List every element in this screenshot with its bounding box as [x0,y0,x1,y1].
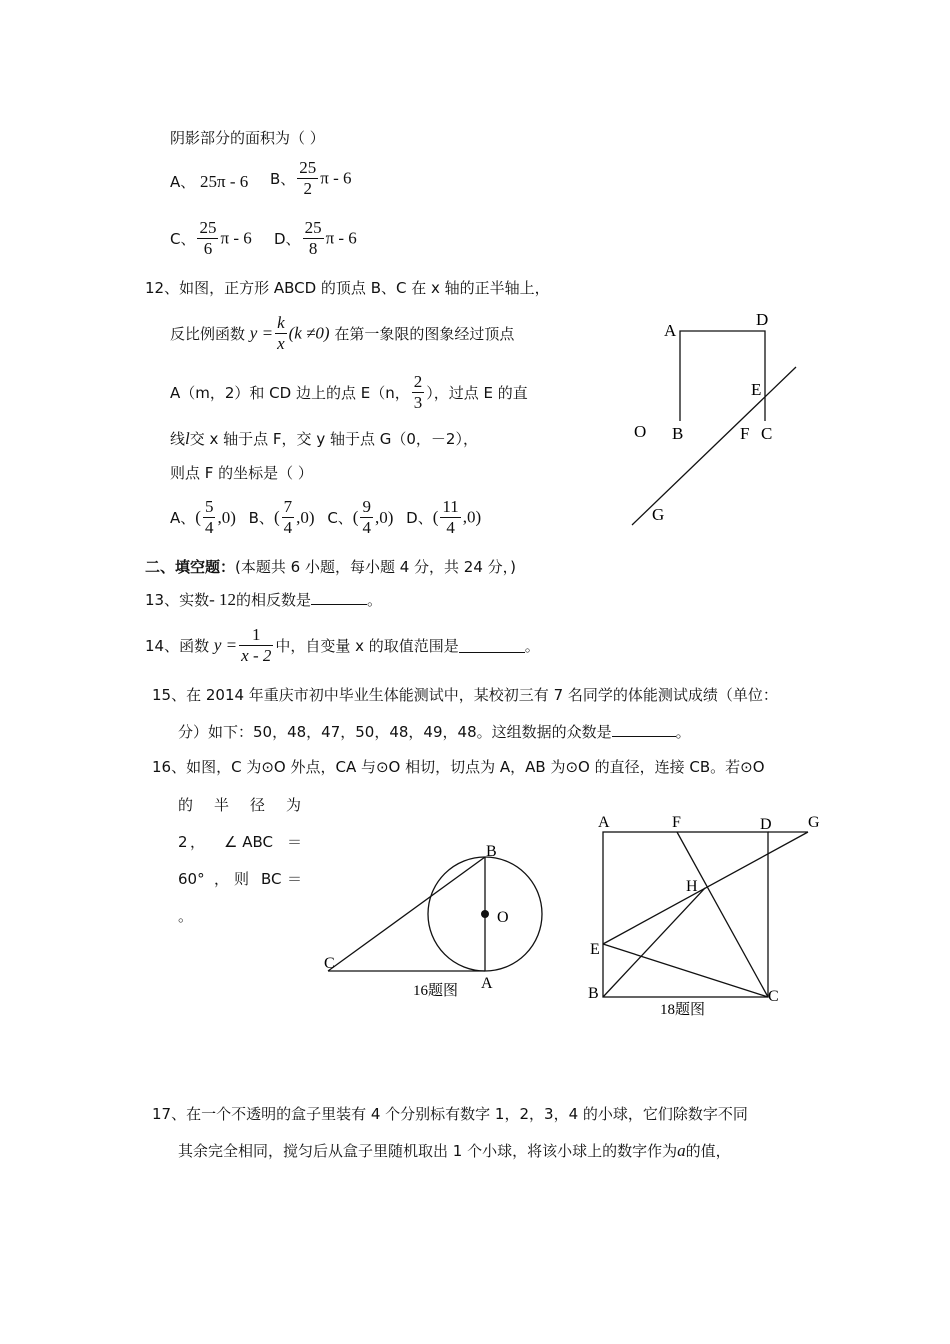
section2-title: 二、填空题： [145,558,236,576]
q14-numerator: 1 [239,625,273,646]
q16-w12: BC [261,870,282,888]
q14-post: 中，自变量 x 的取值范围是 [275,637,459,655]
q16-caption: 16题图 [413,983,459,999]
q12-option-b-paren-close: ,0) [296,507,315,527]
q12-line5: 则点 F 的坐标是（ ） [170,464,313,482]
q11-option-d-denominator: 8 [308,239,318,258]
q12-label-o: O [634,422,647,441]
q12-option-d-label: D、 [406,509,433,527]
q15-line2 [178,722,691,742]
q12-option-c-fraction [360,497,373,538]
q16-w1: 的 [178,796,194,814]
q11-option-c-fraction [197,218,218,259]
q16-label-a: A [481,975,493,992]
q18-label-h: H [686,878,698,895]
q12-func-denominator: x [277,334,285,353]
q11-option-c [170,218,252,259]
q12-line3-pre: A（m，2）和 CD 边上的点 E（n， [170,384,410,402]
q16-label-b: B [486,843,497,860]
q18-label-f: F [672,814,681,831]
q12-option-a-paren-close: ,0) [217,507,236,527]
q11-option-a-label: A、 [170,173,196,191]
q18-figure [580,810,830,1025]
q11-option-b-denominator: 2 [303,179,313,198]
q18-label-b: B [588,985,599,1002]
q12-line2-pre: 反比例函数 [170,325,246,343]
q11-option-d-label: D、 [274,230,301,248]
q14-answer-blank[interactable] [459,638,525,653]
q12-label-b: B [672,424,684,443]
q12-line4-post: 交 x 轴于点 F，交 y 轴于点 G（0，－2）， [189,430,478,448]
q12-option-a-numerator: 5 [204,497,214,516]
section2-note: (本题共 6 小题，每小题 4 分，共 24 分，) [235,558,517,576]
q17-line2-pre: 其余完全相同，搅匀后从盒子里随机取出 1 个小球，将该小球上的数字作为 [178,1142,678,1160]
q12-options [170,497,481,538]
q11-option-d-fraction [303,218,324,259]
q12-option-d-paren-close: ,0) [462,507,482,527]
q12-option-d-paren-open: ( [432,507,439,527]
q11-stem-tail: 阴影部分的面积为（ ） [170,129,325,147]
q12-line1: 12、如图，正方形 ABCD 的顶点 B、C 在 x 轴的正半轴上， [145,279,550,297]
q12-square-outline [680,331,765,421]
q12-line-l [632,367,796,525]
q12-label-d: D [756,310,769,329]
q15-line2-end: 。 [675,723,691,741]
q16-figure [318,838,558,1008]
q12-option-c-paren-open: ( [352,507,359,527]
q16-label-o: O [497,909,509,926]
q17-line2-post: 的值， [685,1142,731,1160]
q12-option-d-denominator: 4 [446,518,455,537]
q14-lhs: y = [213,635,238,655]
q11-option-b-label: B、 [270,170,296,188]
q16-w13: ＝ [287,870,303,888]
q12-label-a: A [664,321,677,340]
q11-option-b-numerator: 25 [299,158,317,177]
q14-pre: 14、函数 [145,637,210,655]
q12-option-c-label: C、 [327,509,353,527]
q16-w8: ＝ [287,833,303,851]
q11-option-d-tail: π - 6 [325,228,357,248]
q18-label-d: D [760,816,772,833]
q11-option-c-tail: π - 6 [220,228,252,248]
q13-post: 的相反数是 [236,591,312,609]
q18-segment-eg [603,832,808,944]
q15-answer-blank[interactable] [612,722,676,737]
q16-line1: 16、如图，C 为⊙O 外点，CA 与⊙O 相切，切点为 A，AB 为⊙O 的直径，连接 CB。若⊙O [152,758,765,776]
q11-option-b-tail: π - 6 [320,168,352,188]
q12-line4-l: l [185,429,190,448]
q14 [145,625,540,666]
q18-label-g: G [808,814,820,831]
q12-option-a-paren-open: ( [195,507,201,527]
q17-var-a: a [677,1141,686,1160]
q12-line4-pre: 线 [170,430,186,448]
q12-func-numerator: k [277,313,285,332]
q12-option-b-numerator: 7 [283,497,293,516]
q12-func-fraction [275,313,287,354]
q13-end: 。 [367,591,383,609]
q17-line1: 17、在一个不透明的盒子里装有 4 个分别标有数字 1，2，3，4 的小球，它们除数字不同 [152,1105,748,1123]
q16-w7: ∠ ABC [224,833,273,851]
q12-option-a-label: A、 [170,509,196,527]
q17-line2 [178,1141,731,1161]
q12-e-fraction [412,372,425,413]
q16-w3: 径 [250,796,266,814]
q11-option-d-numerator: 25 [304,218,322,237]
q18-label-a: A [598,814,610,831]
q11-option-d [274,218,357,259]
q12-label-g: G [652,505,665,524]
q14-end: 。 [524,637,540,655]
q18-segment-bh [603,888,705,997]
q18-label-e: E [590,941,600,958]
q12-line2-post: 在第一象限的图象经过顶点 [334,325,515,343]
q11-option-b-fraction [297,158,318,199]
q11-option-c-numerator: 25 [199,218,217,237]
q16-label-c: C [324,955,335,972]
q16-w2: 半 [214,796,230,814]
q11-option-b [270,158,352,199]
q14-fraction [239,625,273,666]
q15-line1: 15、在 2014 年重庆市初中毕业生体能测试中，某校初三有 7 名同学的体能测试成绩（单位： [152,686,778,704]
q12-line4 [170,429,478,449]
q12-option-b-denominator: 4 [283,518,293,537]
q12-label-e: E [751,380,762,399]
q12-label-c: C [761,424,773,443]
q16-w11: 则 [234,870,250,888]
q11-option-c-denominator: 6 [203,239,213,258]
q16-w5: 2 [178,833,188,851]
q13-expr: - 12 [209,590,237,609]
q12-option-c-numerator: 9 [362,497,371,516]
q15-line2-pre: 分）如下：50，48，47，50，48，49，48。这组数据的众数是 [178,723,612,741]
q12-e-denominator: 3 [413,393,423,412]
q12-option-c-denominator: 4 [362,518,371,537]
q13 [145,590,382,610]
q12-option-b-paren-open: ( [273,507,280,527]
q12-option-b-fraction [282,497,295,538]
q16-w9: 60° [178,870,205,888]
q16-center-dot [481,910,489,918]
q16-end: 。 [178,907,194,925]
q12-option-a-denominator: 4 [204,518,214,537]
q12-option-c-paren-close: ,0) [374,507,394,527]
q12-label-f: F [740,424,750,443]
q18-label-c: C [768,988,779,1005]
q12-option-d-numerator: 11 [442,497,459,516]
q11-options-row1 [170,172,248,192]
q16-w10: ， [214,870,230,888]
q12-option-a-fraction [203,497,216,538]
q13-answer-blank[interactable] [311,590,367,605]
q12-line3 [170,372,528,413]
q12-option-d-fraction [440,497,460,538]
q16-segment-cb [328,857,485,971]
q12-line2 [170,313,514,354]
q12-figure [620,305,820,535]
q12-func-condition: (k ≠0) [288,323,330,343]
q11-option-c-label: C、 [170,230,196,248]
q16-w4: 为 [286,796,302,814]
q18-caption: 18题图 [660,1002,706,1018]
q12-e-numerator: 2 [413,372,423,391]
q18-square-abcd [603,832,768,997]
q16-w6: ， [190,833,206,851]
q12-line3-post: ），过点 E 的直 [426,384,528,402]
section2-heading [145,557,516,577]
q12-func-lhs: y = [249,323,274,343]
q12-option-b-label: B、 [248,509,274,527]
q13-pre: 13、实数 [145,591,210,609]
q14-denominator: x - 2 [241,646,272,665]
q11-option-a-expr: 25π - 6 [200,172,249,191]
